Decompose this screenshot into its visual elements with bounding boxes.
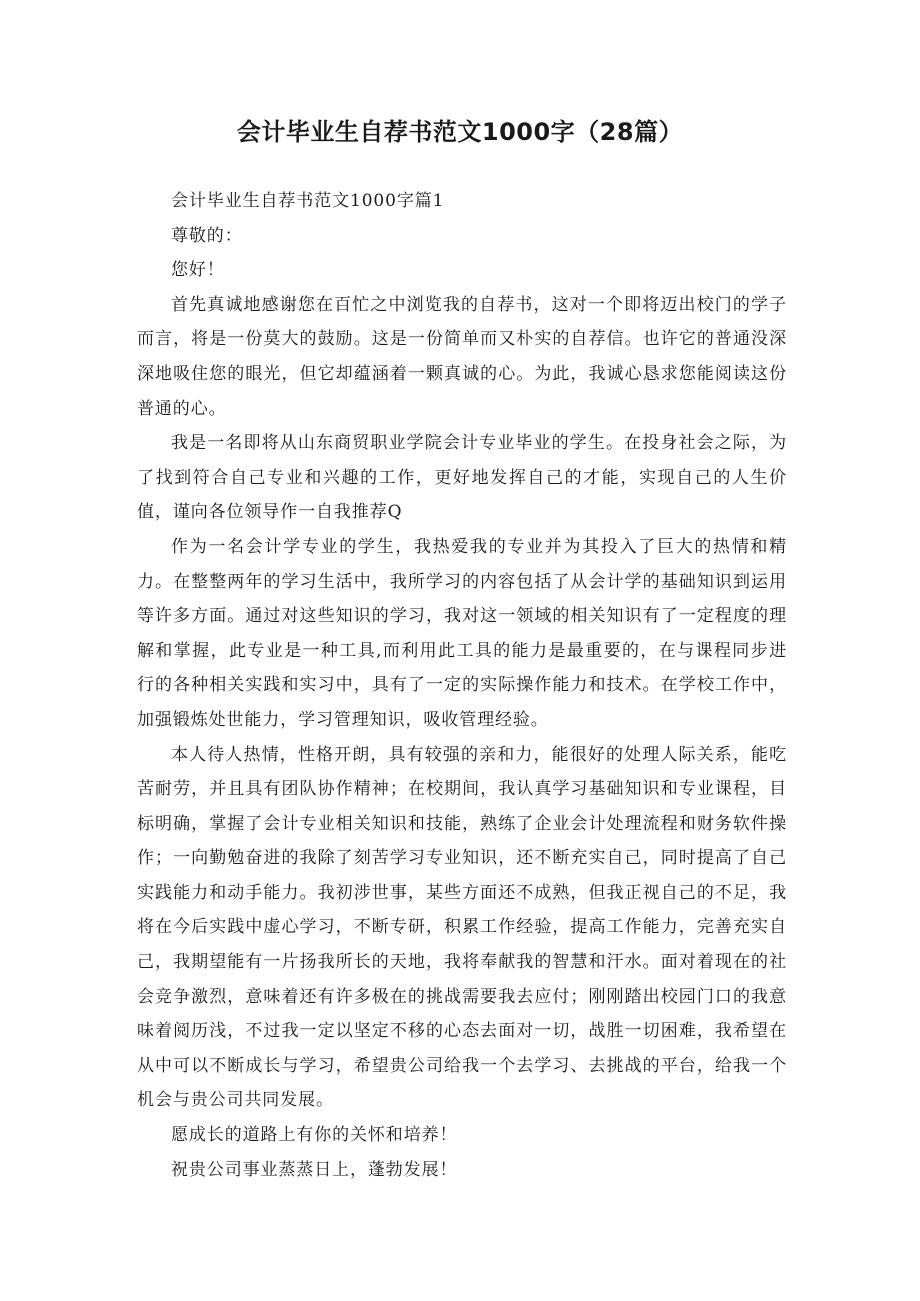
section-heading: 会计毕业生自荐书范文1000字篇1 [171,191,445,211]
document-body [137,184,787,1187]
closing-line-2: 祝贵公司事业蒸蒸日上，蓬勃发展！ [171,1159,458,1180]
salutation: 尊敬的： [171,225,243,246]
document-title: 会计毕业生自荐书范文1000字（28篇） [236,118,684,146]
greeting: 您好！ [171,260,225,281]
body-paragraph-2: 我是一名即将从山东商贸职业学院会计专业毕业的学生。在投身社会之际，为了找到符合自己专业和兴趣的工作，更好地发挥自己的才能，实现自己的人生价值，谨向各位领导作一自我推荐Q [137,433,787,523]
body-paragraph-1: 首先真诚地感谢您在百忙之中浏览我的自荐书，这对一个即将迈出校门的学子而言，将是一份莫大的鼓励。这是一份简单而又朴实的自荐信。也许它的普通没深深地吸住您的眼光，但它却蕴涵着一颗真诚的心。为此，我诚心恳求您能阅读这份普通的心。 [137,294,787,419]
closing-line-1: 愿成长的道路上有你的关怀和培养！ [171,1125,458,1146]
body-paragraph-4: 本人待人热情，性格开朗，具有较强的亲和力，能很好的处理人际关系，能吃苦耐劳，并且具有团队协作精神；在校期间，我认真学习基础知识和专业课程，目标明确，掌握了会计专业相关知识和技能，熟练了企业会计处理流程和财务软件操作；一向勤勉奋进的我除了刻苦学习专业知识，还不断充实自己，同时提高了自己实践能力和动手能力。我初涉世事，某些方面还不成熟，但我正视自己的不足，我将在今后实践中虚心学习，不断专研，积累工作经验，提高工作能力，完善充实自己，我期望能有一片扬我所长的天地，我将奉献我的智慧和汗水。面对着现在的社会竞争激烈，意味着还有许多极在的挑战需要我去应付；刚刚踏出校园门口的我意味着阅历浅，不过我一定以坚定不移的心态去面对一切，战胜一切困难，我希望在从中可以不断成长与学习，希望贵公司给我一个去学习、去挑战的平台，给我一个机会与贵公司共同发展。 [137,744,787,1111]
body-paragraph-3: 作为一名会计学专业的学生，我热爱我的专业并为其投入了巨大的热情和精力。在整整两年的学习生活中，我所学习的内容包括了从会计学的基础知识到运用等许多方面。通过对这些知识的学习，我对这一领域的相关知识有了一定程度的理解和掌握，此专业是一种工具,而利用此工具的能力是最重要的，在与课程同步进行的各种相关实践和实习中，具有了一定的实际操作能力和技术。在学校工作中，加强锻炼处世能力，学习管理知识，吸收管理经验。 [137,536,787,730]
